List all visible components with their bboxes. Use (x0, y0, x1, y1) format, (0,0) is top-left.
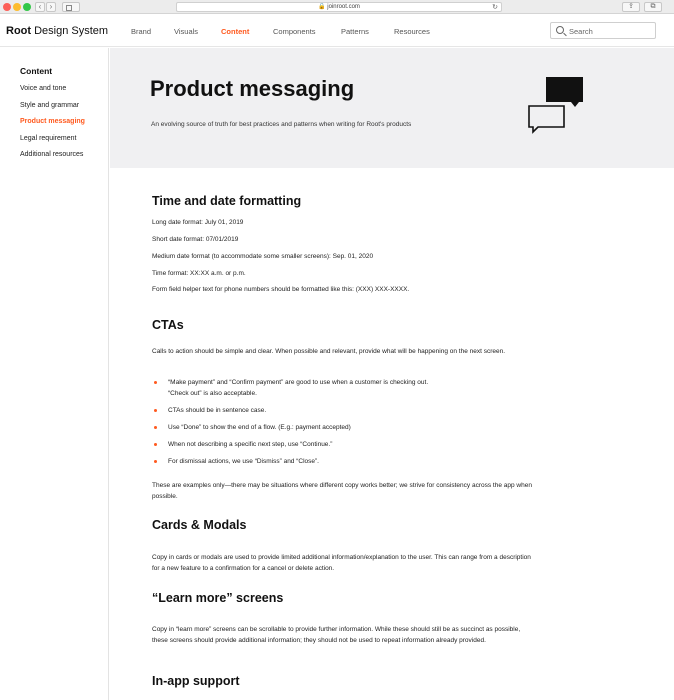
address-bar[interactable] (176, 2, 502, 12)
zoom-window-button[interactable] (23, 3, 31, 11)
time-format: Time format: XX:XX a.m. or p.m. (152, 270, 246, 277)
nav-patterns[interactable]: Patterns (341, 27, 369, 36)
nav-content[interactable]: Content (221, 27, 250, 36)
sidebar-item-additional-resources[interactable]: Additional resources (20, 151, 84, 158)
sidebar-item-style-and-grammar[interactable]: Style and grammar (20, 102, 80, 109)
page-hero (110, 48, 674, 168)
ctas-intro: Calls to action should be simple and clear. When possible and relevant, provide what will be happening on the next screen. (152, 348, 506, 355)
nav-components[interactable]: Components (273, 27, 316, 36)
learn-more-body: Copy in “learn more” screens can be scrollable to provide further information. While these should still be as succinct as possible, these screens should provide additional information; they should not be used to repeat information already provided. (152, 626, 521, 644)
list-item (152, 439, 452, 450)
minimize-window-button[interactable] (13, 3, 21, 11)
section-sidebar (0, 48, 109, 700)
page-title: Product messaging (150, 76, 355, 101)
nav-resources[interactable]: Resources (394, 27, 430, 36)
share-icon[interactable]: ⇪ (622, 2, 640, 12)
bullet-icon (154, 426, 157, 429)
sidebar-toggle-icon[interactable] (62, 2, 80, 12)
search-input[interactable] (569, 25, 653, 37)
forward-icon[interactable]: › (46, 2, 56, 12)
site-logo[interactable] (6, 25, 108, 37)
sidebar-item-voice-and-tone[interactable]: Voice and tone (20, 85, 67, 92)
sidebar-title: Content (20, 66, 53, 76)
ctas-outro: These are examples only—there may be situations where different copy works better; we strive for consistency across the app when possible. (152, 482, 532, 500)
close-window-button[interactable] (3, 3, 11, 11)
heading-ctas: CTAs (152, 318, 184, 332)
search-icon (556, 26, 564, 34)
nav-brand[interactable]: Brand (131, 27, 152, 36)
logo-subtitle: Design System (34, 25, 109, 37)
list-item-text: CTAs should be in sentence case. (168, 407, 267, 414)
bullet-icon (154, 460, 157, 463)
speech-bubbles-icon (526, 76, 586, 136)
sidebar-item-product-messaging[interactable]: Product messaging (20, 118, 85, 125)
nav-visuals[interactable]: Visuals (174, 27, 199, 36)
heading-time-date: Time and date formatting (152, 194, 302, 208)
list-item (152, 422, 452, 433)
short-date-format: Short date format: 07/01/2019 (152, 236, 239, 243)
list-item (152, 456, 452, 467)
list-item-text: Use “Done” to show the end of a flow. (E.g.: payment accepted) (168, 424, 351, 431)
long-date-format: Long date format: July 01, 2019 (152, 219, 244, 226)
list-item (152, 405, 452, 416)
heading-in-app-support: In-app support (152, 674, 240, 688)
bullet-icon (154, 443, 157, 446)
heading-cards-modals: Cards & Modals (152, 518, 247, 532)
lock-icon: 🔒 (318, 4, 326, 10)
list-item-text: When not describing a specific next step, use “Continue.” (168, 441, 333, 448)
bullet-icon (154, 381, 157, 384)
address-url: joinroot.com (327, 4, 360, 10)
browser-toolbar (0, 0, 674, 14)
sidebar-item-legal-requirement[interactable]: Legal requirement (20, 135, 77, 142)
bullet-icon (154, 409, 157, 412)
search-box[interactable] (550, 22, 656, 39)
cards-modals-body: Copy in cards or modals are used to provide limited additional information/explanation to the user. This can range from a description for a new feature to a confirmation for a cancel or delete action. (152, 554, 531, 572)
medium-date-format: Medium date format (to accommodate some smaller screens): Sep. 01, 2020 (152, 253, 374, 260)
list-item (152, 377, 452, 399)
back-icon[interactable]: ‹ (35, 2, 45, 12)
page-subtitle: An evolving source of truth for best practices and patterns when writing for Root's products (151, 121, 412, 128)
list-item-text: For dismissal actions, we use “Dismiss” and “Close”. (168, 458, 319, 465)
site-header (0, 15, 674, 47)
reload-icon[interactable]: ↻ (492, 4, 498, 11)
logo-wordmark: Root (6, 25, 32, 37)
heading-learn-more: “Learn more” screens (152, 591, 284, 605)
phone-format: Form field helper text for phone numbers should be formatted like this: (XXX) XXX-XXXX. (152, 286, 410, 293)
list-item-text: “Make payment” and “Confirm payment” are good to use when a customer is checking out. “Check out” is also acceptable. (168, 379, 429, 397)
tabs-icon[interactable]: ⧉ (644, 2, 662, 12)
